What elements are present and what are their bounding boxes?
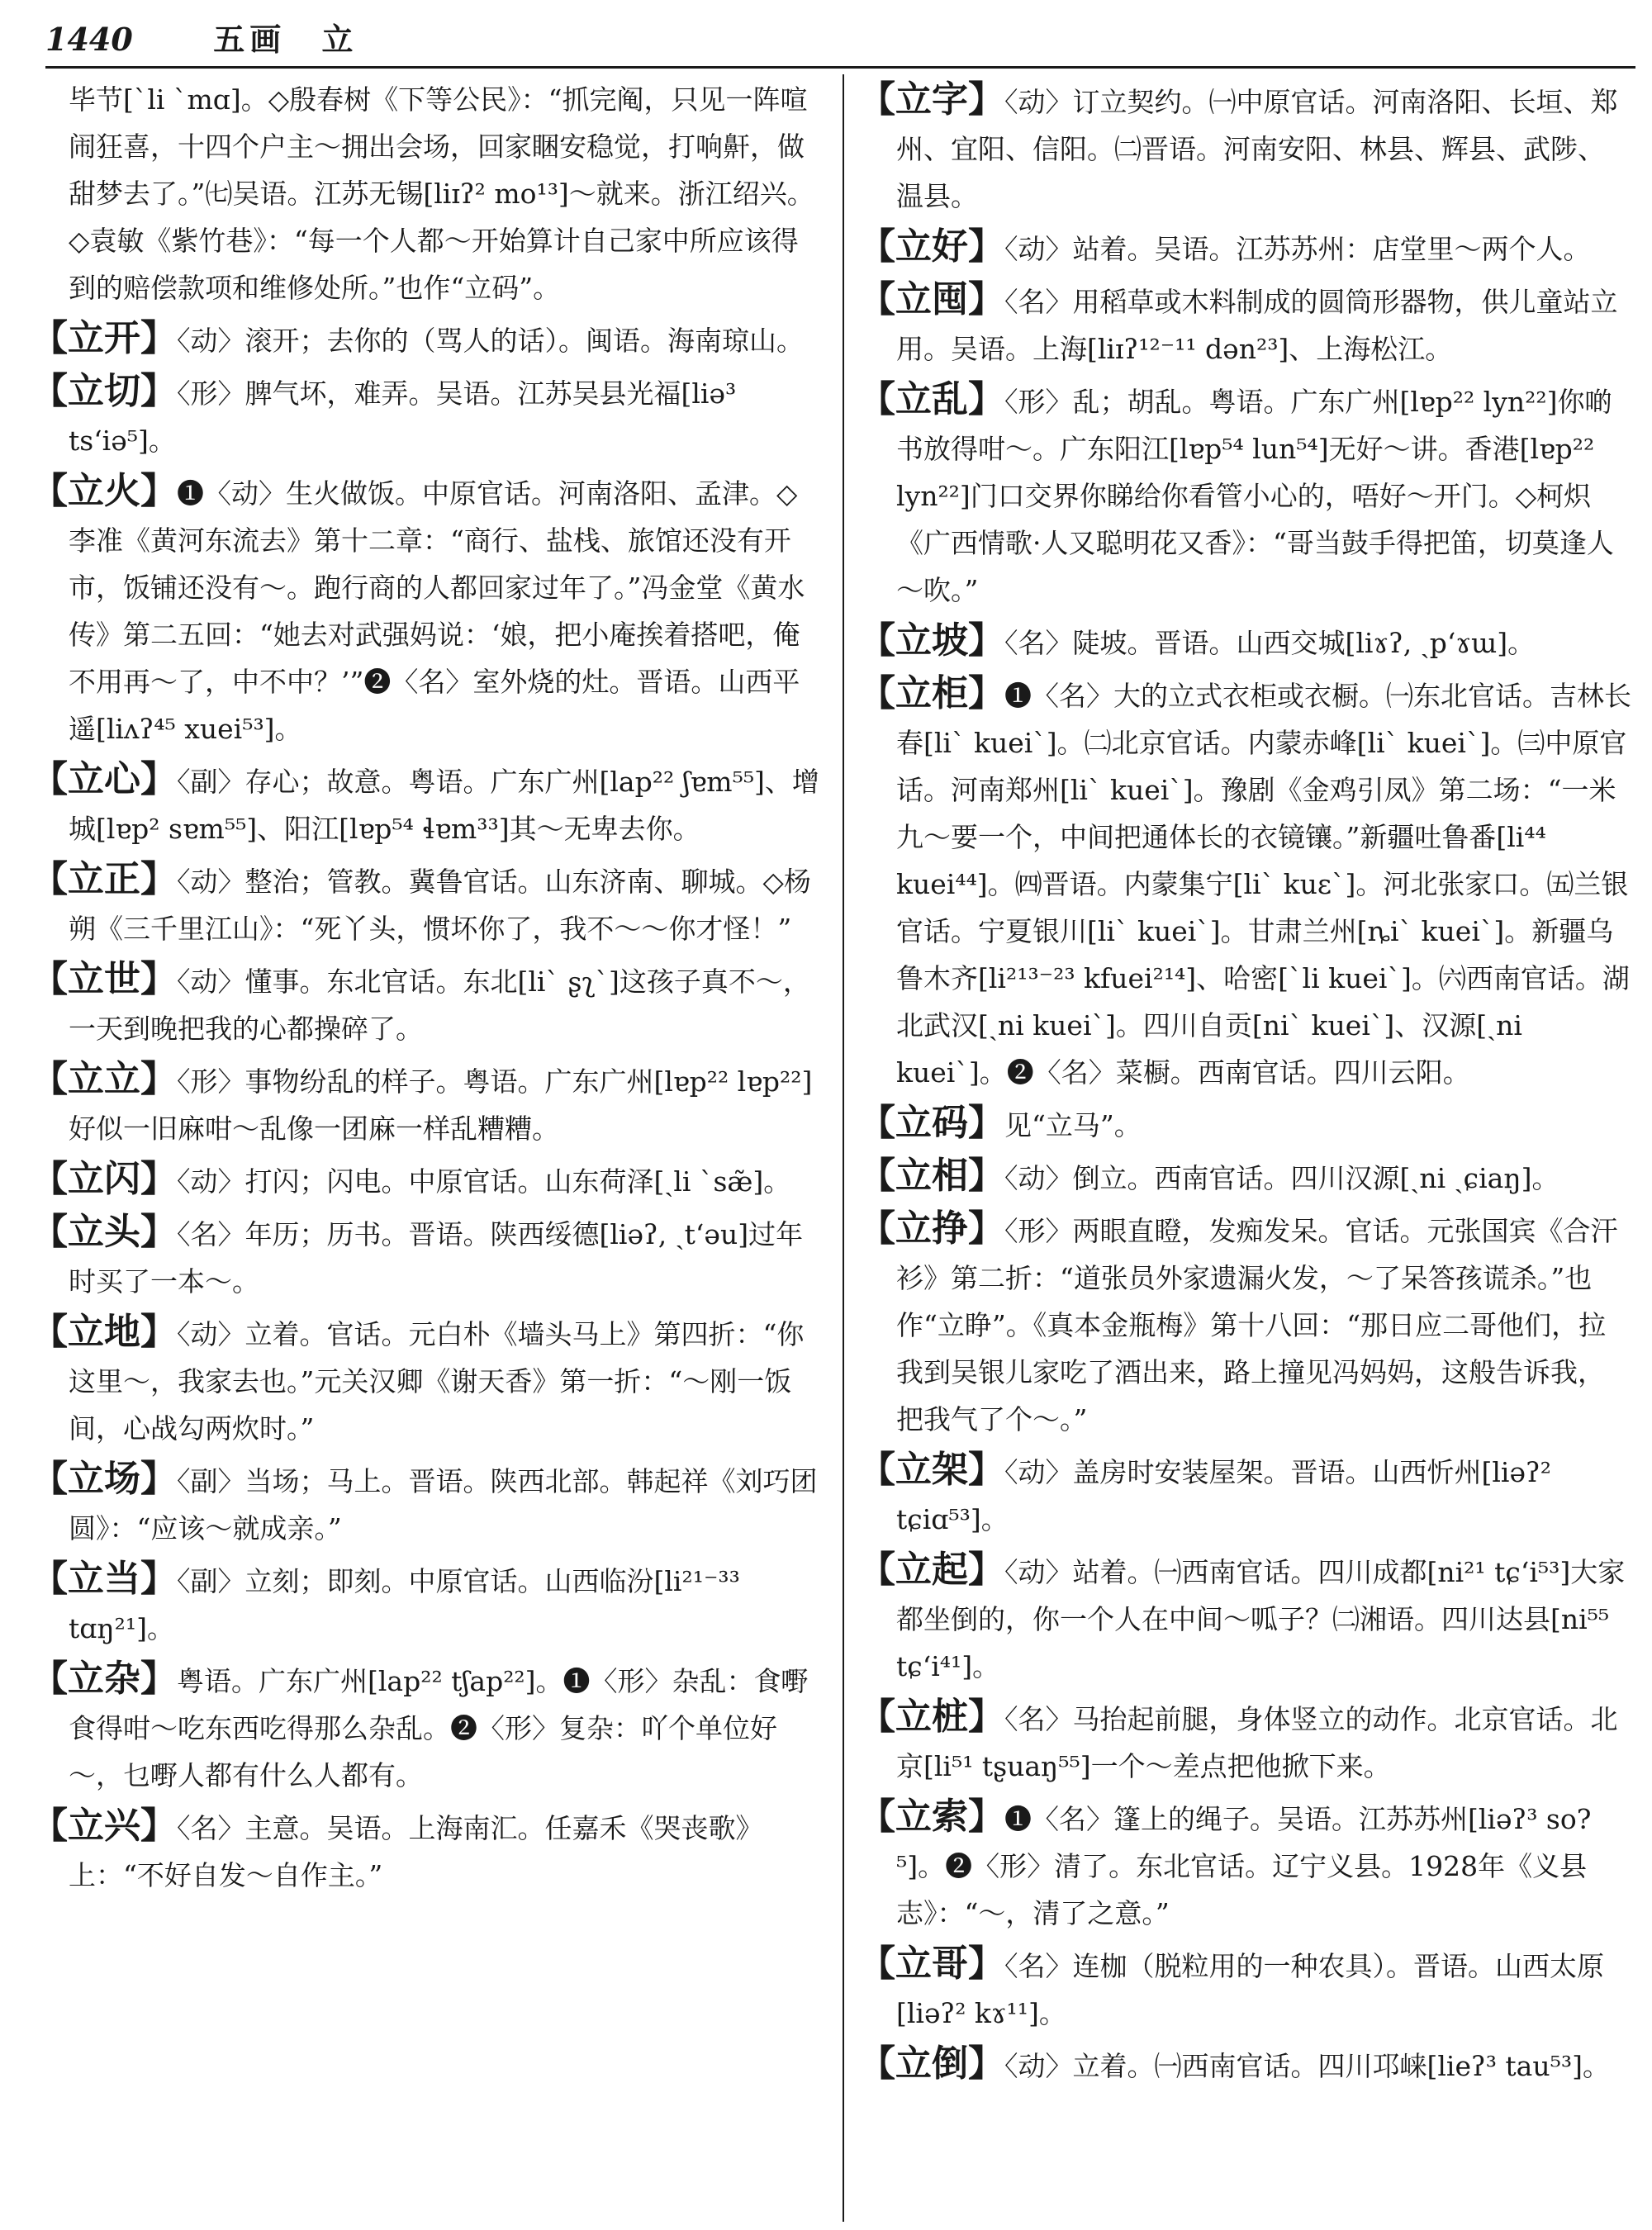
continued-entry-text: 毕节[ˋli ˋmɑ]。◇殷春树《下等公民》：“抓完阄，只见一阵喧闹狂喜，十四个户主～拥出会场，回家睏安稳觉，打响鼾，做甜梦去了。”㈦吴语。江苏无锡[liɪʔ² mo¹³]～就来。浙江绍兴。◇袁敏《紫竹巷》：“每一个人都～开始算计自己家中所应该得到的赔偿款项和维修处所。”也作“立码”。 <box>69 83 814 304</box>
header-rule <box>45 66 1635 69</box>
entry-definition: ❶〈动〉生火做饭。中原官话。河南洛阳、孟津。◇李准《黄河东流去》第十二章：“商行、盐栈、旅馆还没有开市，饭铺还没有～。跑行商的人都回家过年了。”冯金堂《黄水传》第二五回：“她去对武强妈说：‘娘，把小庵挨着搭吧，俺不用再～了，中不中？’”❷〈名〉室外烧的灶。晋语。山西平遥[liʌʔ⁴⁵ xuei⁵³]。 <box>69 477 805 745</box>
entry-definition: ❶〈名〉大的立式衣柜或衣橱。㈠东北官话。吉林长春[liˋ kueiˋ]。㈡北京官话。内蒙赤峰[liˋ kueiˋ]。㈢中原官话。河南郑州[liˋ kueiˋ]。豫剧《金鸡引凤》第二场：“一米九～要一个，中间把通体长的衣镜镶。”新疆吐鲁番[li⁴⁴ kuei⁴⁴]。㈣晋语。内蒙集宁[liˋ kuɛˋ]。河北张家口。㈤兰银官话。宁夏银川[liˋ kueiˋ]。甘肃兰州[ȵiˋ kueiˋ]。新疆乌鲁木齐[li²¹³⁻²³ kfuei²¹⁴]、哈密[ˋli kueiˋ]。㈥西南官话。湖北武汉[ˏni kueiˋ]。四川自贡[niˋ kueiˋ]、汉源[ˏni kueiˋ]。❷〈名〉菜橱。西南官话。四川云阳。 <box>896 680 1631 1089</box>
entry-headword: 【立当】 <box>31 1558 177 1600</box>
section-label: 五画 <box>213 21 287 58</box>
entry-headword: 【立字】 <box>859 78 1004 121</box>
entry-headword: 【立立】 <box>31 1058 177 1100</box>
entry-definition: 〈动〉盖房时安装屋架。晋语。山西忻州[liəʔ² tɕiɑ⁵³]。 <box>896 1456 1551 1535</box>
dictionary-entry <box>31 1308 823 1452</box>
header-character: 立 <box>321 21 354 58</box>
entry-definition: 〈副〉当场；马上。晋语。陕西北部。韩起祥《刘巧团圆》：“应该～就成亲。” <box>69 1465 818 1544</box>
entry-definition: 〈动〉站着。吴语。江苏苏州：店堂里～两个人。 <box>1004 233 1591 265</box>
page-header <box>45 15 1615 64</box>
entry-headword: 【立心】 <box>31 758 177 800</box>
entry-definition: 见“立马”。 <box>1004 1109 1142 1141</box>
entry-headword: 【立世】 <box>31 958 177 1000</box>
column-divider <box>843 74 844 2222</box>
dictionary-entry <box>31 1655 823 1799</box>
dictionary-entry <box>859 1693 1631 1790</box>
entry-definition: 〈名〉马抬起前腿，身体竖立的动作。北京官话。北京[li⁵¹ tʂuaŋ⁵⁵]一个～差点把他掀下来。 <box>896 1703 1618 1782</box>
entry-definition: 粤语。广东广州[lap²² tʃap²²]。❶〈形〉杂乱：食嘢食得咁～吃东西吃得那么杂乱。❷〈形〉复杂：吖个单位好～，乜嘢人都有什么人都有。 <box>69 1665 809 1791</box>
entry-headword: 【立地】 <box>31 1311 177 1353</box>
entry-definition: 〈动〉立着。㈠西南官话。四川邛崃[lieʔ³ tau⁵³]。 <box>1004 2050 1610 2082</box>
entry-definition: 〈动〉站着。㈠西南官话。四川成都[ni²¹ tɕʻi⁵³]大家都坐倒的，你一个人在中间～呱子？㈡湘语。四川达县[ni⁵⁵ tɕʻi⁴¹]。 <box>896 1556 1626 1682</box>
dictionary-entry <box>859 2040 1631 2090</box>
dictionary-entry <box>31 467 823 752</box>
entry-definition: 〈形〉脾气坏，难弄。吴语。江苏吴县光福[liə³ tsʻiə⁵]。 <box>69 377 737 457</box>
page-number: 1440 <box>45 21 133 58</box>
dictionary-entry <box>859 617 1631 667</box>
left-column <box>31 76 823 1902</box>
entry-definition: 〈动〉懂事。东北官话。东北[liˋ ʂʅˋ]这孩子真不～，一天到晚把我的心都操碎了。 <box>69 966 810 1045</box>
entry-headword: 【立开】 <box>31 317 177 359</box>
dictionary-entry <box>31 756 823 852</box>
dictionary-entry <box>859 1546 1631 1690</box>
dictionary-entry <box>31 856 823 952</box>
right-column <box>859 76 1631 2093</box>
entry-definition: 〈动〉滚开；去你的（骂人的话）。闽语。海南琼山。 <box>177 325 804 357</box>
dictionary-entry <box>31 315 823 364</box>
entry-definition: 〈名〉用稻草或木料制成的圆筒形器物，供儿童站立用。吴语。上海[liɪʔ¹²⁻¹¹ dən²³]、上海松江。 <box>896 286 1618 365</box>
dictionary-entry <box>859 76 1631 220</box>
entry-headword: 【立坡】 <box>859 619 1004 662</box>
entry-headword: 【立杂】 <box>31 1658 177 1700</box>
entry-definition: 〈动〉打闪；闪电。中原官话。山东荷泽[ˏli ˋsæ̃]。 <box>177 1165 791 1198</box>
dictionary-entry <box>859 376 1631 614</box>
entry-definition: ❶〈名〉篷上的绳子。吴语。江苏苏州[liəʔ³ so?⁵]。❷〈形〉清了。东北官话。辽宁义县。1928年《义县志》：“～，清了之意。” <box>896 1803 1592 1929</box>
entry-headword: 【立好】 <box>859 225 1004 268</box>
entry-definition: 〈动〉整治；管教。冀鲁官话。山东济南、聊城。◇杨朔《三千里江山》：“死丫头，惯坏你了，我不～～你才怪！” <box>69 866 811 945</box>
entry-definition: 〈形〉事物纷乱的样子。粤语。广东广州[lɐp²² lɐp²²]好似一旧麻咁～乱像一团麻一样乱糟糟。 <box>69 1065 813 1145</box>
dictionary-entry <box>859 223 1631 273</box>
entry-headword: 【立正】 <box>31 858 177 900</box>
entry-headword: 【立头】 <box>31 1211 177 1253</box>
entry-definition: 〈副〉存心；故意。粤语。广东广州[lap²² ʃɐm⁵⁵]、增城[lɐp² sɐm⁵⁵]、阳江[lɐp⁵⁴ ɬɐm³³]其～无卑去你。 <box>69 766 819 845</box>
dictionary-entry <box>31 1555 823 1652</box>
dictionary-entry <box>31 368 823 464</box>
dictionary-entry <box>859 1205 1631 1443</box>
entry-headword: 【立乱】 <box>859 378 1004 420</box>
entry-headword: 【立挣】 <box>859 1208 1004 1250</box>
entry-headword: 【立柜】 <box>859 672 1004 714</box>
dictionary-entry <box>31 956 823 1052</box>
entry-headword: 【立架】 <box>859 1449 1004 1491</box>
entry-headword: 【立兴】 <box>31 1805 177 1847</box>
entry-definition: 〈形〉两眼直瞪，发痴发呆。官话。元张国宾《合汗衫》第二折：“道张员外家遗漏火发，～了呆答孩谎杀。”也作“立睁”。《真本金瓶梅》第十八回：“那日应二哥他们，拉我到吴银儿家吃了酒出来，路上撞见冯妈妈，这般告诉我，把我气了个～。” <box>896 1215 1618 1435</box>
entry-definition: 〈名〉连枷（脱粒用的一种农具）。晋语。山西太原[liəʔ² kɤ¹¹]。 <box>896 1950 1604 2029</box>
entry-headword: 【立闪】 <box>31 1158 177 1200</box>
dictionary-entry <box>859 1793 1631 1937</box>
entry-headword: 【立切】 <box>31 370 177 412</box>
dictionary-entry <box>859 1446 1631 1543</box>
entry-definition: 〈动〉倒立。西南官话。四川汉源[ˏni ˏɕiaŋ]。 <box>1004 1162 1559 1194</box>
entry-headword: 【立索】 <box>859 1796 1004 1838</box>
dictionary-entry <box>859 670 1631 1096</box>
dictionary-entry <box>31 1155 823 1205</box>
entry-definition: 〈名〉年历；历书。晋语。陕西绥德[liəʔ, ˏtʻəu]过年时买了一本～。 <box>69 1218 804 1298</box>
dictionary-entry <box>31 1802 823 1899</box>
entry-definition: 〈动〉订立契约。㈠中原官话。河南洛阳、长垣、郑州、宜阳、信阳。㈡晋语。河南安阳、林县、辉县、武陟、温县。 <box>896 86 1618 212</box>
entry-definition: 〈形〉乱；胡乱。粤语。广东广州[lɐp²² lyn²²]你啲书放得咁～。广东阳江[lɐp⁵⁴ lun⁵⁴]无好～讲。香港[lɐp²² lyn²²]门口交界你睇给你看管小心的，唔好～开门。◇柯炽《广西情歌·人又聪明花又香》：“哥当鼓手得把笛，切莫逢人～吹。” <box>896 386 1614 606</box>
entry-definition: 〈动〉立着。官话。元白朴《墙头马上》第四折：“你这里～，我家去也。”元关汉卿《谢天香》第一折：“～刚一饭间，心战勾两炊时。” <box>69 1318 805 1445</box>
entry-headword: 【立哥】 <box>859 1943 1004 1985</box>
dictionary-entry <box>859 1152 1631 1202</box>
entry-headword: 【立倒】 <box>859 2043 1004 2085</box>
entry-headword: 【立火】 <box>31 470 177 512</box>
dictionary-entry <box>31 1056 823 1152</box>
dictionary-entry <box>859 1099 1631 1149</box>
entry-definition: 〈名〉陡坡。晋语。山西交城[liɤʔ, ˏpʻɤɯ]。 <box>1004 627 1536 659</box>
entry-definition: 〈副〉立刻；即刻。中原官话。山西临汾[li²¹⁻³³ tɑŋ²¹]。 <box>69 1565 740 1644</box>
dictionary-entry <box>31 1455 823 1552</box>
dictionary-entry <box>31 1208 823 1305</box>
entry-headword: 【立囤】 <box>859 278 1004 320</box>
entry-headword: 【立起】 <box>859 1549 1004 1591</box>
entry-headword: 【立桩】 <box>859 1696 1004 1738</box>
entry-headword: 【立码】 <box>859 1102 1004 1144</box>
dictionary-entry <box>859 1940 1631 2037</box>
dictionary-entry <box>859 276 1631 372</box>
entry-headword: 【立场】 <box>31 1458 177 1500</box>
entry-definition: 〈名〉主意。吴语。上海南汇。任嘉禾《哭丧歌》上：“不好自发～自作主。” <box>69 1812 763 1891</box>
entry-headword: 【立相】 <box>859 1155 1004 1197</box>
